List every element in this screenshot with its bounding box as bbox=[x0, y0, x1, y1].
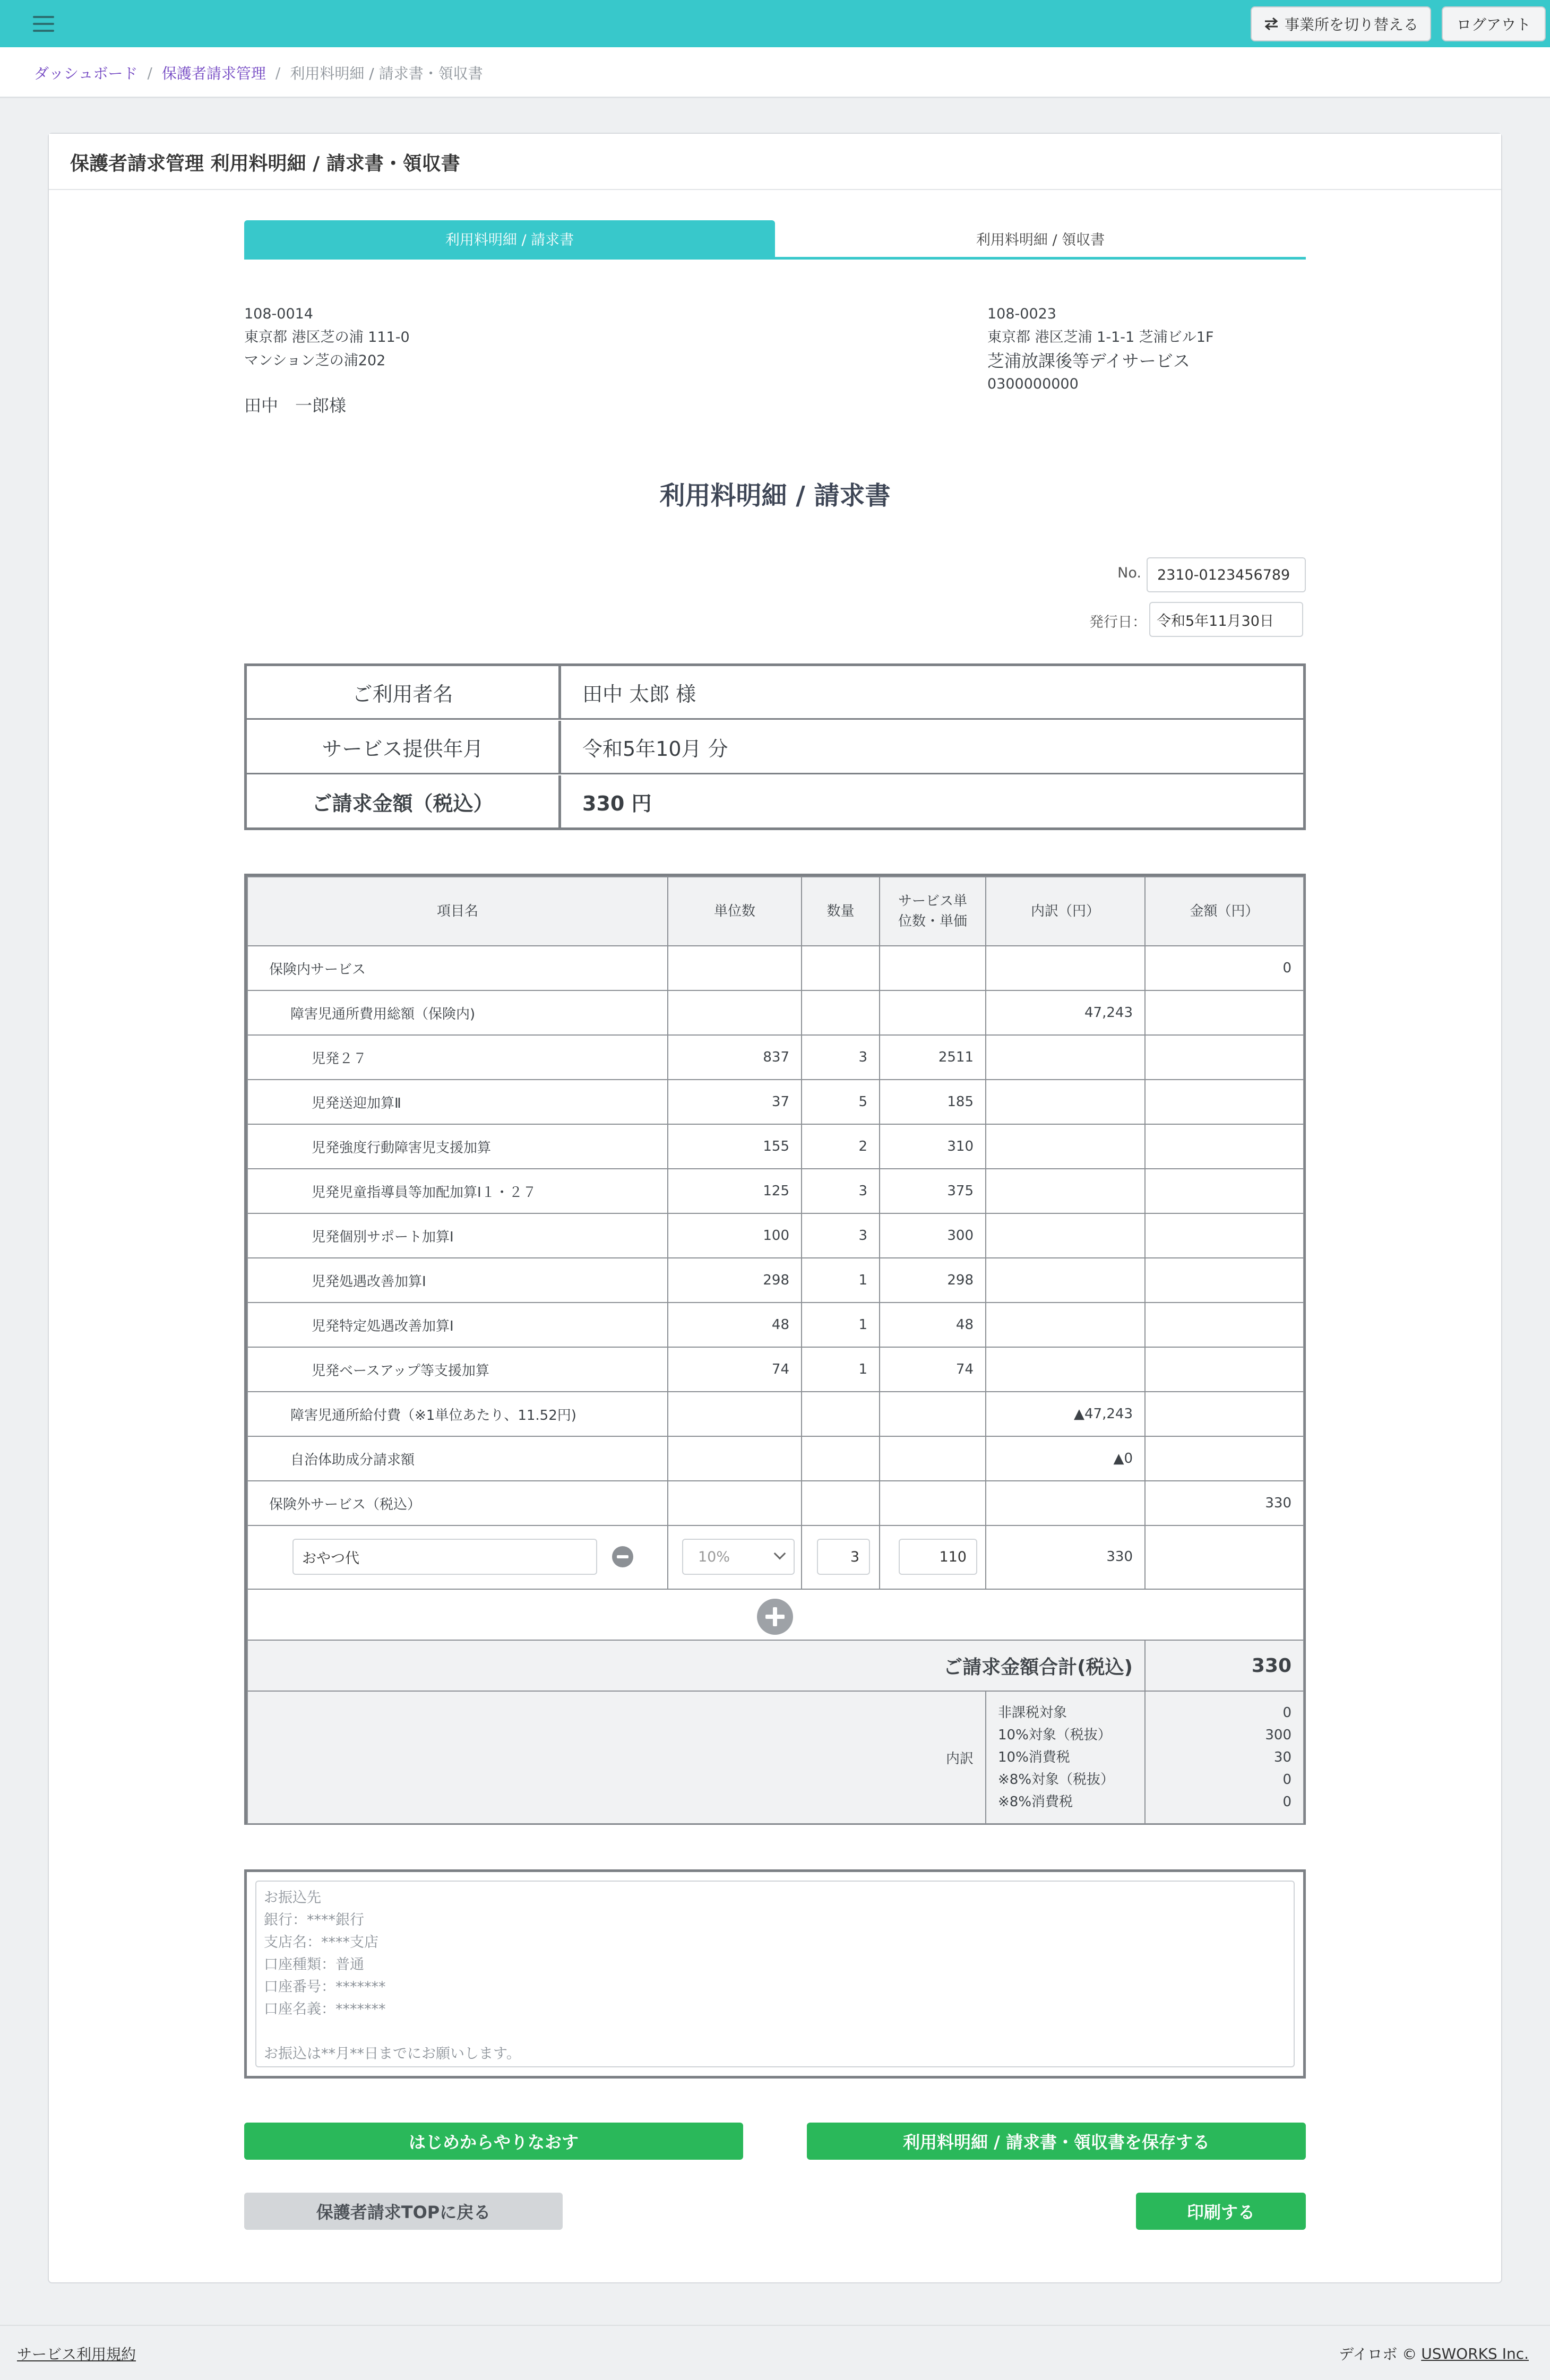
cell-service: 298 bbox=[880, 1258, 986, 1303]
recipient-address bbox=[244, 303, 410, 417]
copyright-prefix: デイロボ © bbox=[1339, 2345, 1417, 2363]
cell-breakdown bbox=[986, 1035, 1145, 1080]
sender-address bbox=[987, 303, 1213, 396]
top-bar bbox=[0, 0, 1550, 47]
cell-qty: 1 bbox=[802, 1347, 880, 1392]
issue-date-label: 発行日： bbox=[1089, 614, 1147, 631]
header-service bbox=[880, 877, 986, 946]
restart-button[interactable]: はじめからやりなおす bbox=[244, 2123, 743, 2160]
recipient-zip: 108-0014 bbox=[244, 306, 313, 322]
summary-row-period bbox=[247, 721, 1303, 774]
tax-breakdown-item-label: ※8%消費税 bbox=[998, 1794, 1073, 1810]
cell-breakdown bbox=[986, 1213, 1145, 1258]
detail-table bbox=[244, 874, 1306, 1825]
tax-breakdown-item-label: ※8%対象（税抜） bbox=[998, 1772, 1115, 1788]
cell-amount: 0 bbox=[1145, 946, 1304, 990]
cell-item: 児発児童指導員等加配加算Ⅰ１・２７ bbox=[247, 1169, 668, 1213]
extra-item-name-input[interactable]: おやつ代 bbox=[292, 1539, 597, 1575]
breadcrumb-separator: / bbox=[275, 64, 281, 82]
tab-invoice[interactable]: 利用料明細 / 請求書 bbox=[244, 220, 775, 257]
cell-qty: 5 bbox=[802, 1080, 880, 1124]
cell-units bbox=[668, 1481, 802, 1525]
cell-units: 48 bbox=[668, 1303, 802, 1347]
tax-breakdown-item-value: 30 bbox=[1273, 1749, 1291, 1765]
cell-amount bbox=[1145, 1169, 1304, 1213]
table-row bbox=[247, 1035, 1304, 1080]
cell-service: 185 bbox=[880, 1080, 986, 1124]
print-button[interactable]: 印刷する bbox=[1136, 2193, 1306, 2230]
cell-breakdown bbox=[986, 1347, 1145, 1392]
cell-item: 児発ベースアップ等支援加算 bbox=[247, 1347, 668, 1392]
cell-service bbox=[880, 946, 986, 990]
cell-units: 155 bbox=[668, 1124, 802, 1169]
detail-header-row bbox=[247, 877, 1304, 946]
card-header bbox=[49, 134, 1501, 190]
cell-units bbox=[668, 1436, 802, 1481]
summary-user-label: ご利用者名 bbox=[247, 666, 561, 718]
summary-period-label: サービス提供年月 bbox=[247, 721, 561, 773]
cell-units bbox=[668, 1392, 802, 1436]
company-link[interactable]: USWORKS Inc. bbox=[1421, 2344, 1529, 2362]
cell-qty bbox=[802, 990, 880, 1035]
tax-breakdown-values bbox=[1145, 1691, 1304, 1824]
cell-amount bbox=[1145, 1436, 1304, 1481]
swap-arrows-icon bbox=[1263, 17, 1279, 31]
tax-breakdown-item-label: 非課税対象 bbox=[998, 1705, 1067, 1721]
cell-service: 74 bbox=[880, 1347, 986, 1392]
cell-units: 298 bbox=[668, 1258, 802, 1303]
cell-amount bbox=[1145, 990, 1304, 1035]
cell-item: 児発個別サポート加算Ⅰ bbox=[247, 1213, 668, 1258]
cell-units: 100 bbox=[668, 1213, 802, 1258]
cell-breakdown bbox=[986, 1124, 1145, 1169]
table-row bbox=[247, 1481, 1304, 1525]
tax-breakdown-item-value: 0 bbox=[1282, 1772, 1291, 1788]
switch-office-label: 事業所を切り替える bbox=[1284, 16, 1418, 33]
table-row bbox=[247, 946, 1304, 990]
tax-breakdown-labels bbox=[986, 1691, 1145, 1824]
hamburger-menu-icon[interactable] bbox=[33, 16, 54, 32]
tax-breakdown-item-value: 300 bbox=[1265, 1727, 1291, 1743]
cell-breakdown bbox=[986, 946, 1145, 990]
table-row bbox=[247, 1258, 1304, 1303]
save-document-button[interactable]: 利用料明細 / 請求書・領収書を保存する bbox=[807, 2123, 1306, 2160]
cell-qty bbox=[802, 1436, 880, 1481]
cell-breakdown bbox=[986, 1080, 1145, 1124]
tax-breakdown-label: 内訳 bbox=[247, 1691, 986, 1824]
cell-amount bbox=[1145, 1080, 1304, 1124]
table-row bbox=[247, 1303, 1304, 1347]
terms-link[interactable]: サービス利用規約 bbox=[17, 2345, 136, 2363]
cell-service bbox=[880, 990, 986, 1035]
tax-breakdown-item-label: 10%対象（税抜） bbox=[998, 1727, 1112, 1743]
bank-info-textarea[interactable]: お振込先 銀行：****銀行 支店名：****支店 口座種類：普通 口座番号：******* 口座名義：******* お振込は**月**日までにお願いします。 bbox=[255, 1881, 1295, 2067]
cell-item: 障害児通所費用総額（保険内) bbox=[247, 990, 668, 1035]
table-row bbox=[247, 1124, 1304, 1169]
header-item: 項目名 bbox=[247, 877, 668, 946]
cell-qty: 3 bbox=[802, 1213, 880, 1258]
cell-breakdown: ▲0 bbox=[986, 1436, 1145, 1481]
tab-receipt[interactable]: 利用料明細 / 領収書 bbox=[976, 232, 1105, 248]
header-amount: 金額（円） bbox=[1145, 877, 1304, 946]
table-row bbox=[247, 1169, 1304, 1213]
invoice-no-label: No. bbox=[1117, 565, 1141, 581]
summary-table bbox=[244, 663, 1306, 830]
cell-amount bbox=[1145, 1213, 1304, 1258]
summary-period-value: 令和5年10月 分 bbox=[582, 737, 728, 761]
extra-item-price-input[interactable]: 110 bbox=[899, 1539, 977, 1575]
summary-user-value: 田中 太郎 様 bbox=[582, 682, 696, 706]
cell-units bbox=[668, 990, 802, 1035]
cell-service bbox=[880, 1481, 986, 1525]
tax-breakdown-item-label: 10%消費税 bbox=[998, 1749, 1070, 1765]
extra-item-qty-input[interactable]: 3 bbox=[817, 1539, 870, 1575]
copyright bbox=[1339, 2326, 1529, 2380]
cell-service bbox=[880, 1392, 986, 1436]
cell-item: 児発特定処遇改善加算Ⅰ bbox=[247, 1303, 668, 1347]
breadcrumb bbox=[34, 47, 483, 98]
total-row bbox=[247, 1640, 1304, 1691]
cell-service: 375 bbox=[880, 1169, 986, 1213]
cell-qty: 3 bbox=[802, 1035, 880, 1080]
cell-breakdown bbox=[986, 1303, 1145, 1347]
tax-rate-select[interactable] bbox=[682, 1539, 795, 1575]
recipient-address-line2: マンション芝の浦202 bbox=[244, 352, 386, 369]
extra-item-cell bbox=[1145, 1525, 1304, 1589]
recipient-name: 田中 一郎様 bbox=[244, 395, 347, 416]
breadcrumb-billing-link[interactable]: 保護者請求管理 bbox=[161, 65, 266, 82]
tax-breakdown-item-value: 0 bbox=[1282, 1794, 1291, 1810]
document-tabs bbox=[244, 220, 1306, 260]
table-row bbox=[247, 990, 1304, 1035]
summary-row-user bbox=[247, 666, 1303, 720]
chevron-down-icon bbox=[774, 1548, 786, 1560]
cell-service: 2511 bbox=[880, 1035, 986, 1080]
cell-amount bbox=[1145, 1392, 1304, 1436]
header-breakdown: 内訳（円） bbox=[986, 877, 1145, 946]
breadcrumb-dashboard-link[interactable]: ダッシュボード bbox=[34, 65, 138, 82]
bank-info-box bbox=[244, 1869, 1306, 2079]
issue-date-field[interactable]: 令和5年11月30日 bbox=[1149, 602, 1303, 637]
cell-item: 自治体助成分請求額 bbox=[247, 1436, 668, 1481]
extra-item-breakdown: 330 bbox=[1106, 1549, 1133, 1565]
header-units: 単位数 bbox=[668, 877, 802, 946]
total-value: 330 bbox=[1145, 1640, 1304, 1691]
cell-units: 125 bbox=[668, 1169, 802, 1213]
page-title: 保護者請求管理 利用料明細 / 請求書・領収書 bbox=[70, 152, 460, 175]
breadcrumb-separator: / bbox=[147, 64, 152, 82]
cell-breakdown bbox=[986, 1258, 1145, 1303]
footer bbox=[0, 2325, 1550, 2380]
cell-qty: 1 bbox=[802, 1258, 880, 1303]
cell-qty bbox=[802, 1392, 880, 1436]
back-to-billing-top-button[interactable]: 保護者請求TOPに戻る bbox=[244, 2193, 563, 2230]
cell-item: 児発２７ bbox=[247, 1035, 668, 1080]
sender-zip: 108-0023 bbox=[987, 306, 1056, 322]
sender-address-line: 東京都 港区芝浦 1-1-1 芝浦ビル1F bbox=[987, 329, 1214, 346]
cell-item: 保険外サービス（税込） bbox=[247, 1481, 668, 1525]
cell-breakdown: ▲47,243 bbox=[986, 1392, 1145, 1436]
remove-item-icon[interactable] bbox=[612, 1546, 633, 1567]
sender-number: 0300000000 bbox=[987, 376, 1079, 392]
invoice-no-field[interactable]: 2310-0123456789 bbox=[1147, 557, 1306, 592]
header-service-line1: サービス単 bbox=[898, 893, 967, 909]
cell-units bbox=[668, 946, 802, 990]
table-row bbox=[247, 1213, 1304, 1258]
logout-button[interactable]: ログアウト bbox=[1442, 6, 1546, 41]
cell-qty: 2 bbox=[802, 1124, 880, 1169]
table-row bbox=[247, 1080, 1304, 1124]
cell-item: 児発送迎加算Ⅱ bbox=[247, 1080, 668, 1124]
cell-amount bbox=[1145, 1258, 1304, 1303]
cell-service: 310 bbox=[880, 1124, 986, 1169]
summary-amount-label: ご請求金額（税込） bbox=[247, 775, 561, 827]
summary-amount-value: 330 円 bbox=[582, 791, 652, 815]
cell-amount bbox=[1145, 1035, 1304, 1080]
document-title: 利用料明細 / 請求書 bbox=[659, 481, 891, 511]
cell-units: 837 bbox=[668, 1035, 802, 1080]
cell-qty bbox=[802, 1481, 880, 1525]
cell-item: 児発強度行動障害児支援加算 bbox=[247, 1124, 668, 1169]
cell-amount: 330 bbox=[1145, 1481, 1304, 1525]
cell-units: 74 bbox=[668, 1347, 802, 1392]
recipient-address-line1: 東京都 港区芝の浦 111-0 bbox=[244, 329, 410, 346]
cell-qty bbox=[802, 946, 880, 990]
total-label: ご請求金額合計(税込) bbox=[247, 1640, 1145, 1691]
cell-qty: 3 bbox=[802, 1169, 880, 1213]
cell-amount bbox=[1145, 1124, 1304, 1169]
tax-breakdown-item-value: 0 bbox=[1282, 1705, 1291, 1721]
summary-row-amount bbox=[247, 775, 1303, 827]
cell-units: 37 bbox=[668, 1080, 802, 1124]
header-service-line2: 位数・単価 bbox=[898, 913, 967, 929]
header-qty: 数量 bbox=[802, 877, 880, 946]
breadcrumb-current: 利用料明細 / 請求書・領収書 bbox=[290, 65, 483, 82]
cell-service: 300 bbox=[880, 1213, 986, 1258]
cell-service bbox=[880, 1436, 986, 1481]
cell-item: 障害児通所給付費（※1単位あたり、11.52円) bbox=[247, 1392, 668, 1436]
table-row bbox=[247, 1436, 1304, 1481]
cell-item: 児発処遇改善加算Ⅰ bbox=[247, 1258, 668, 1303]
cell-service: 48 bbox=[880, 1303, 986, 1347]
switch-office-button[interactable] bbox=[1251, 6, 1431, 41]
cell-item: 保険内サービス bbox=[247, 946, 668, 990]
sender-name: 芝浦放課後等デイサービス bbox=[987, 351, 1190, 371]
tax-rate-value: 10% bbox=[698, 1548, 730, 1565]
cell-breakdown bbox=[986, 1481, 1145, 1525]
cell-qty: 1 bbox=[802, 1303, 880, 1347]
cell-breakdown: 47,243 bbox=[986, 990, 1145, 1035]
breadcrumb-bar bbox=[0, 47, 1550, 98]
cell-breakdown bbox=[986, 1169, 1145, 1213]
cell-amount bbox=[1145, 1303, 1304, 1347]
add-item-plus-icon[interactable] bbox=[757, 1599, 793, 1635]
cell-amount bbox=[1145, 1347, 1304, 1392]
tax-breakdown-row bbox=[247, 1691, 1304, 1824]
table-row bbox=[247, 1347, 1304, 1392]
table-row bbox=[247, 1392, 1304, 1436]
